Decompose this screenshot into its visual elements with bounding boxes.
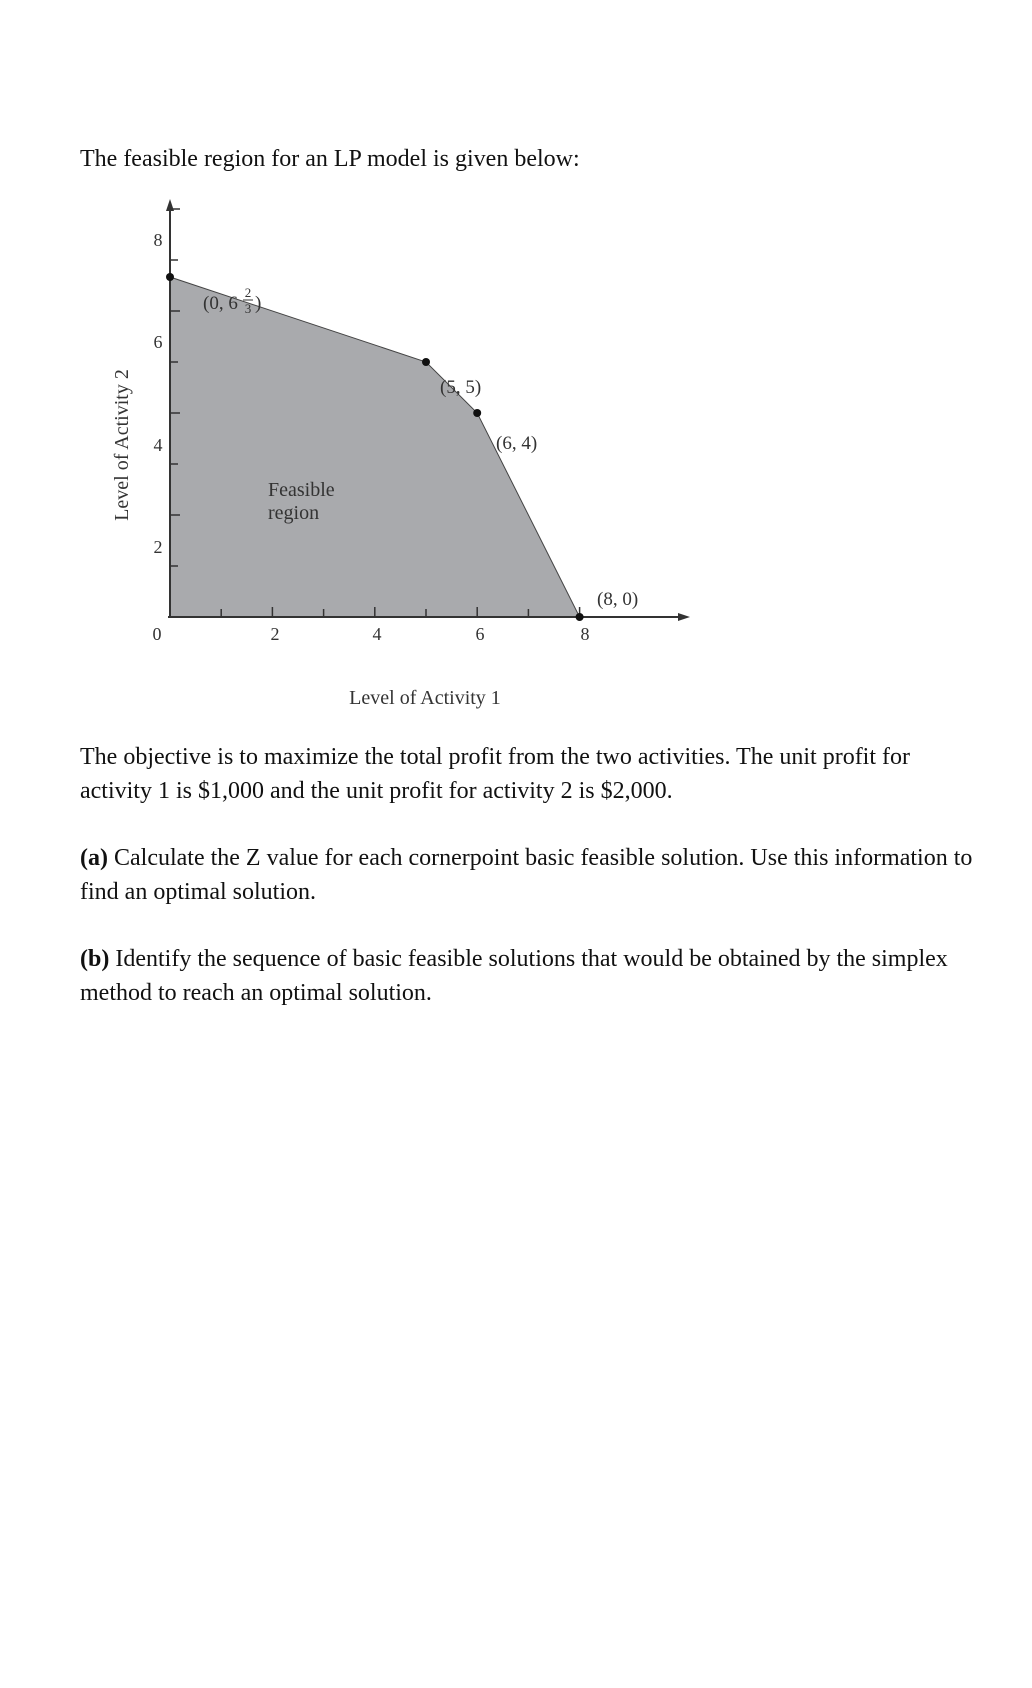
part-b-text: Identify the sequence of basic feasible solutions that would be obtained by the simplex method to reach an optimal solution.: [80, 946, 948, 1006]
vertex-label-1: (5, 5): [440, 377, 482, 398]
vertex-label-0-frac-den: 3: [244, 301, 252, 316]
x-tick-label-4: 4: [372, 624, 382, 644]
vertex-label-0-end: ): [255, 293, 262, 314]
part-a-text: Calculate the Z value for each cornerpoint basic feasible solution. Use this information to find an optimal solution.: [80, 845, 973, 905]
vertex-label-0: (0, 6: [203, 293, 238, 314]
vertex-point-3: [576, 613, 584, 621]
region-label-line1: Feasible: [268, 479, 335, 501]
y-tick-label-4: 4: [153, 435, 163, 455]
vertex-label-2: (6, 4): [496, 433, 538, 454]
part-b-label: (b): [80, 946, 110, 972]
y-axis-label: Level of Activity 2: [111, 369, 133, 521]
intro-text: The feasible region for an LP model is given below:: [80, 146, 580, 172]
vertex-point-2: [473, 409, 481, 417]
y-tick-label-6: 6: [153, 332, 163, 352]
feasible-region-chart: [0, 195, 720, 740]
region-label-line2: region: [268, 502, 320, 524]
objective-text: The objective is to maximize the total profit from the two activities. The unit profit for activity 1 is $1,000 and the unit profit for activity 2 is $2,000.: [80, 744, 911, 804]
vertex-point-0: [166, 273, 174, 281]
x-tick-label-8: 8: [580, 624, 590, 644]
x-axis-label: Level of Activity 1: [349, 687, 501, 709]
x-tick-label-6: 6: [475, 624, 485, 644]
x-tick-label-2: 2: [270, 624, 280, 644]
vertex-point-1: [422, 358, 430, 366]
y-tick-label-2: 2: [153, 537, 163, 557]
vertex-label-3: (8, 0): [597, 589, 639, 610]
part-b-question: [80, 942, 980, 1010]
part-a-label: (a): [80, 845, 108, 871]
x-axis-arrow: [678, 613, 690, 621]
origin-tick-label: 0: [152, 624, 162, 644]
feasible-region-figure: [0, 195, 720, 740]
part-a-question: [80, 841, 980, 909]
y-tick-label-8: 8: [153, 230, 163, 250]
vertex-label-0-frac-num: 2: [244, 285, 252, 300]
